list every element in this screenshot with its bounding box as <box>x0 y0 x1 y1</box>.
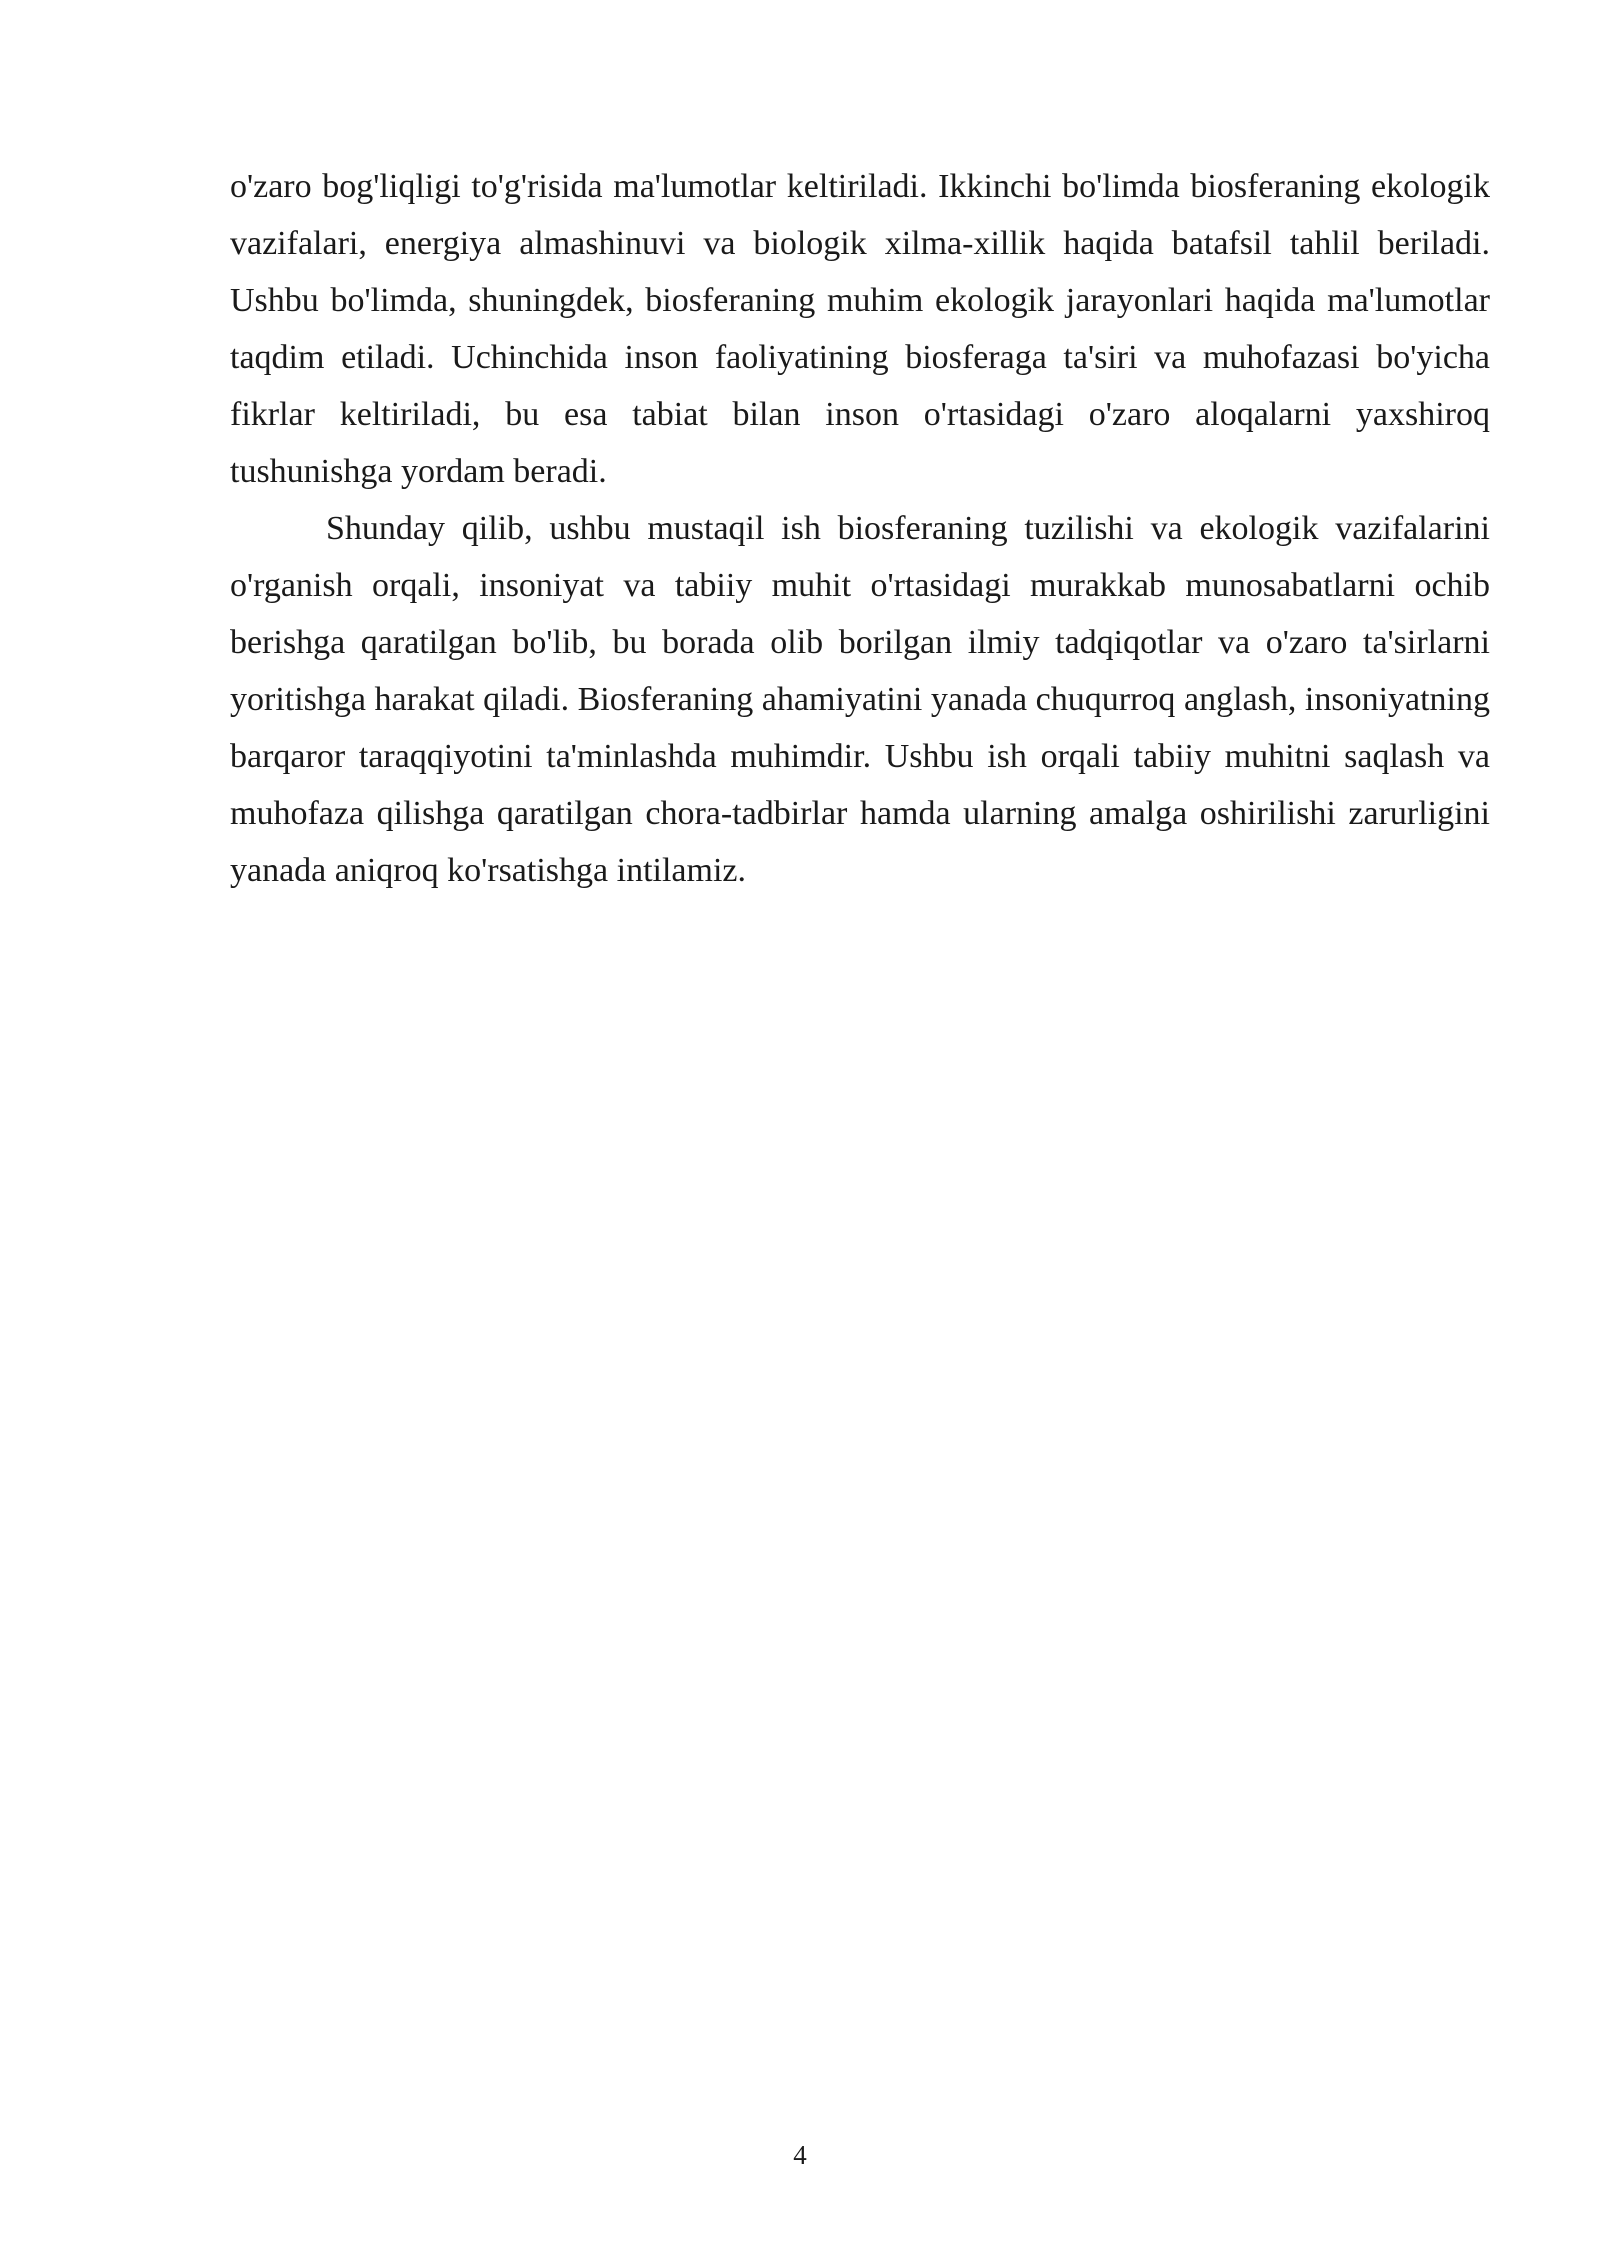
page-number: 4 <box>793 2140 807 2170</box>
paragraph-conclusion: Shunday qilib, ushbu mustaqil ish biosferaning tuzilishi va ekologik vazifalarini o'rganish orqali, insoniyat va tabiiy muhit o'rtasidagi murakkab munosabatlarni ochib berishga qaratilgan bo'lib, bu borada olib borilgan ilmiy tadqiqotlar va o'zaro ta'sirlarni yoritishga harakat qiladi. Biosferaning ahamiyatini yanada chuqurroq anglash, insoniyatning barqaror taraqqiyotini ta'minlashda muhimdir. Ushbu ish orqali tabiiy muhitni saqlash va muhofaza qilishga qaratilgan chora-tadbirlar hamda ularning amalga oshirilishi zarurligini yanada aniqroq ko'rsatishga intilamiz. <box>230 510 1490 889</box>
paragraph-continuation: o'zaro bog'liqligi to'g'risida ma'lumotlar keltiriladi. Ikkinchi bo'limda biosferaning ekologik vazifalari, energiya almashinuvi va biologik xilma-xillik haqida batafsil tahlil beriladi. Ushbu bo'limda, shuningdek, biosferaning muhim ekologik jarayonlari haqida ma'lumotlar taqdim etiladi. Uchinchida inson faoliyatining biosferaga ta'siri va muhofazasi bo'yicha fikrlar keltiriladi, bu esa tabiat bilan inson o'rtasidagi o'zaro aloqalarni yaxshiroq tushunishga yordam beradi. <box>230 168 1490 490</box>
body-text <box>230 158 1490 899</box>
